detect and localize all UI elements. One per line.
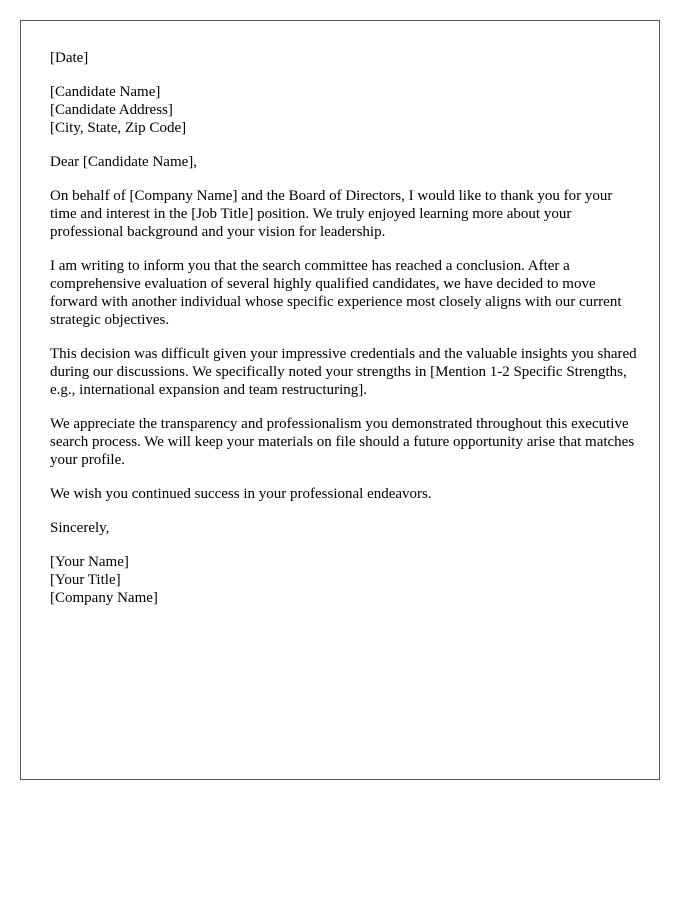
salutation-block xyxy=(50,153,640,171)
signature-name: [Your Name] xyxy=(50,554,129,570)
letter-page xyxy=(20,20,660,780)
date-block xyxy=(50,49,640,67)
closing-block xyxy=(50,519,640,537)
letter-body xyxy=(50,49,640,623)
paragraph-strengths: This decision was difficult given your impressive credentials and the valuable insights you shared during our discussions. We specifically noted your strengths in [Mention 1-2 Specific Strengths, e.g., international expansion and team restructuring]. xyxy=(50,346,637,398)
signature-title: [Your Title] xyxy=(50,572,121,588)
signature-block xyxy=(50,553,640,607)
recipient-city-state-zip: [City, State, Zip Code] xyxy=(50,120,187,136)
salutation: Dear [Candidate Name], xyxy=(50,154,198,170)
recipient-name: [Candidate Name] xyxy=(50,84,161,100)
closing: Sincerely, xyxy=(50,520,110,536)
paragraph-thank-you: On behalf of [Company Name] and the Board of Directors, I would like to thank you for your time and interest in the [Job Title] position. We truly enjoyed learning more about your professional background and your vision for leadership. xyxy=(50,188,613,240)
paragraph-appreciation: We appreciate the transparency and professionalism you demonstrated throughout this executive search process. We will keep your materials on file should a future opportunity arise that matches your profile. xyxy=(50,416,635,468)
paragraph-wishes: We wish you continued success in your professional endeavors. xyxy=(50,486,432,502)
signature-company: [Company Name] xyxy=(50,590,158,606)
recipient-block xyxy=(50,83,640,137)
letter-date: [Date] xyxy=(50,50,89,66)
recipient-address: [Candidate Address] xyxy=(50,102,173,118)
paragraph-decision: I am writing to inform you that the search committee has reached a conclusion. After a comprehensive evaluation of several highly qualified candidates, we have decided to move forward with another individual whose specific experience most closely aligns with our current strategic objectives. xyxy=(50,258,622,328)
